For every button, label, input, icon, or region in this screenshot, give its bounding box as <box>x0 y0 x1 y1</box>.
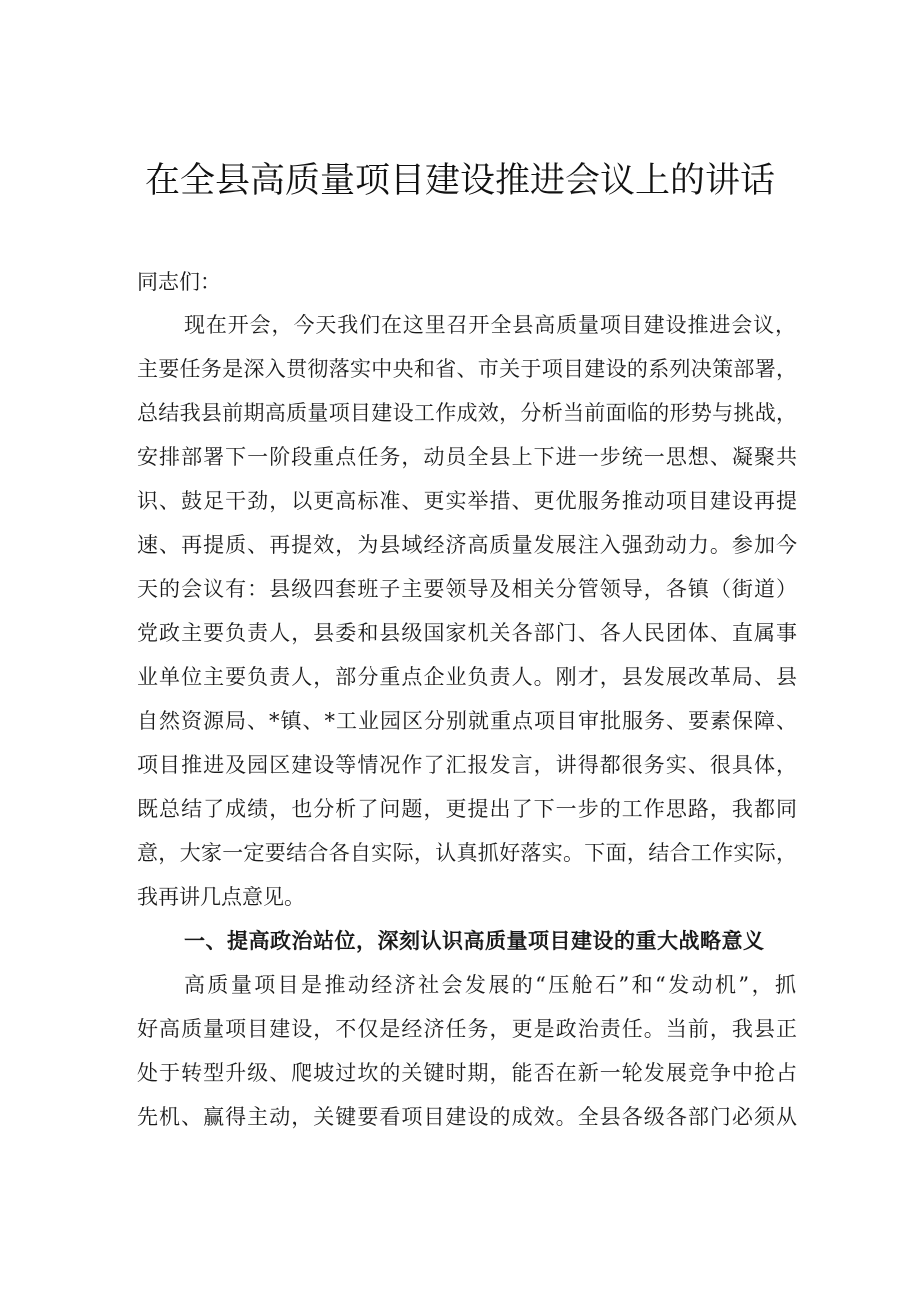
intro-line-10: 自然资源局、*镇、*工业园区分别就重点项目审批服务、要素保障、 <box>137 709 797 733</box>
intro-line-6: 速、再提质、再提效，为县域经济高质量发展注入强劲动力。参加今 <box>137 533 797 557</box>
intro-line-14: 我再讲几点意见。 <box>137 885 305 909</box>
section-one-line-3: 处于转型升级、爬坡过坎的关键时期，能否在新一轮发展竞争中抢占 <box>137 1061 797 1085</box>
intro-line-4: 安排部署下一阶段重点任务，动员全县上下进一步统一思想、凝聚共 <box>137 445 797 469</box>
intro-line-11: 项目推进及园区建设等情况作了汇报发言，讲得都很务实、很具体， <box>137 753 797 777</box>
intro-line-1: 现在开会，今天我们在这里召开全县高质量项目建设推进会议， <box>184 313 796 337</box>
salutation: 同志们： <box>137 270 221 294</box>
intro-line-3: 总结我县前期高质量项目建设工作成效，分析当前面临的形势与挑战， <box>137 401 797 425</box>
document-title: 在全县高质量项目建设推进会议上的讲话 <box>144 161 775 201</box>
intro-line-8: 党政主要负责人，县委和县级国家机关各部门、各人民团体、直属事 <box>137 621 797 645</box>
section-one-line-2: 好高质量项目建设，不仅是经济任务，更是政治责任。当前，我县正 <box>137 1017 797 1041</box>
intro-line-9: 业单位主要负责人，部分重点企业负责人。刚才，县发展改革局、县 <box>137 665 797 689</box>
intro-line-2: 主要任务是深入贯彻落实中央和省、市关于项目建设的系列决策部署， <box>137 357 797 381</box>
intro-line-13: 意，大家一定要结合各自实际，认真抓好落实。下面，结合工作实际， <box>137 841 797 865</box>
intro-line-5: 识、鼓足干劲，以更高标准、更实举措、更优服务推动项目建设再提 <box>137 489 797 513</box>
section-one-line-4: 先机、赢得主动，关键要看项目建设的成效。全县各级各部门必须从 <box>137 1105 797 1129</box>
intro-line-7: 天的会议有：县级四套班子主要领导及相关分管领导，各镇（街道） <box>137 577 797 601</box>
intro-line-12: 既总结了成绩，也分析了问题，更提出了下一步的工作思路，我都同 <box>137 797 797 821</box>
section-one-line-1: 高质量项目是推动经济社会发展的“压舱石”和“发动机”，抓 <box>184 973 796 997</box>
section-one-heading: 一、提高政治站位，深刻认识高质量项目建设的重大战略意义 <box>184 929 765 953</box>
